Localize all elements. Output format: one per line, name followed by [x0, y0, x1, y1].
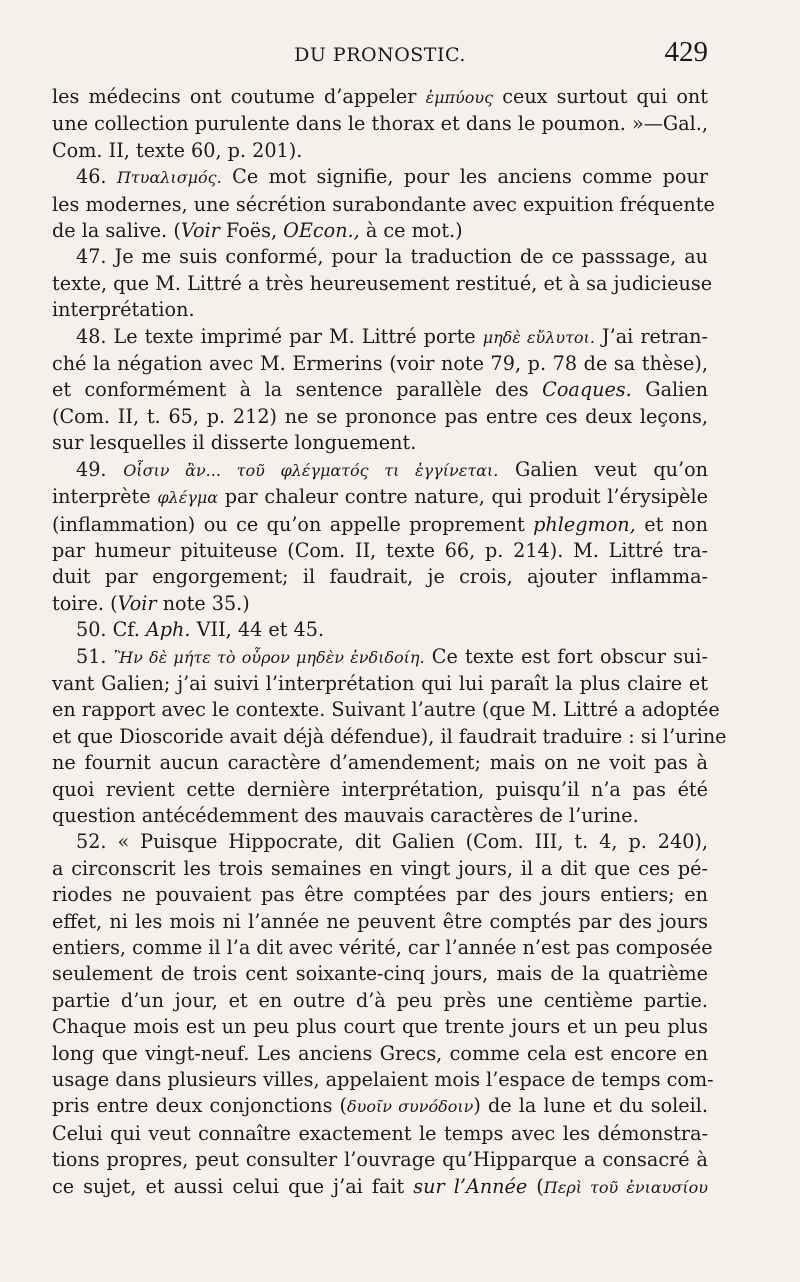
text-segment: toire. (: [52, 591, 118, 615]
text-segment: les modernes, une sécrétion surabondante avec expuition fréquente: [52, 192, 715, 216]
text-segment: partie d’un jour, et en outre d’à peu près une centième partie.: [52, 988, 708, 1012]
text-line: [52, 724, 727, 750]
text-segment: entiers, comme il l’a dit avec vérité, car l’année n’est pas composée: [52, 936, 713, 959]
text-segment: (Com. II, t. 65, p. 212) ne se prononce pas entre ces deux leçons,: [52, 404, 708, 428]
text-segment: sur lesquelles il disserte longuement.: [52, 431, 417, 455]
text-segment: (: [527, 1174, 544, 1198]
text-segment: pris entre deux conjonctions (: [52, 1094, 348, 1118]
text-segment: Galien: [631, 378, 709, 402]
text-segment: Ce mot signifie, pour les anciens comme pour: [221, 165, 708, 189]
italic-text: Coaques.: [542, 378, 632, 402]
text-line: [52, 909, 708, 935]
text-line: [52, 617, 708, 643]
text-line: [52, 1041, 708, 1067]
text-segment: long que vingt-neuf. Les anciens Grecs, comme cela est encore en: [52, 1041, 708, 1065]
text-line: [52, 484, 708, 511]
text-segment: à ce mot.): [359, 219, 463, 243]
text-line: [52, 882, 708, 908]
text-segment: duit par engorgement; il faudrait, je crois, ajouter inflamma-: [52, 565, 708, 589]
italic-text: Voir: [180, 219, 220, 243]
text-segment: de la salive. (: [52, 219, 181, 243]
text-segment: 51.: [76, 644, 114, 668]
text-segment: 49.: [76, 457, 124, 481]
greek-text: ἐμπύους: [425, 88, 494, 107]
text-line: [52, 1067, 714, 1093]
text-line: [52, 988, 708, 1014]
text-segment: Chaque mois est un peu plus court que trente jours et un peu plus: [52, 1015, 708, 1039]
text-segment: quoi revient cette dernière interprétation, puisqu’il n’a pas été: [52, 777, 708, 801]
text-segment: seulement de trois cent soixante-cinq jours, mais de la quatrième: [52, 962, 708, 986]
text-segment: interprète: [52, 485, 158, 509]
text-segment: vant Galien; j’ai suivi l’interprétation qui lui paraît la plus claire et: [52, 671, 708, 695]
text-segment: 50. Cf.: [76, 618, 146, 642]
text-segment: par humeur pituiteuse (Com. II, texte 66, p. 214). M. Littré tra-: [52, 538, 708, 562]
text-segment: Com. II, texte 60, p. 201).: [52, 138, 303, 162]
text-line: [52, 671, 708, 697]
text-line: [52, 935, 713, 961]
text-segment: riodes ne pouvaient pas être comptées par des jours entiers; en: [52, 883, 708, 907]
text-segment: Ce texte est fort obscur sui-: [424, 644, 708, 668]
text-segment: 46.: [76, 165, 117, 189]
italic-text: OEcon.,: [283, 219, 360, 243]
text-line: [52, 750, 708, 776]
text-segment: et conformément à la sentence parallèle des: [52, 378, 543, 402]
text-segment: effet, ni les mois ni l’année ne peuvent être comptés par des jours: [52, 909, 708, 933]
text-segment: Galien veut qu’on: [498, 457, 708, 481]
text-segment: 52. « Puisque Hippocrate, dit Galien (Com. III, t. 4, p. 240),: [76, 830, 708, 854]
text-line: [52, 377, 708, 403]
text-segment: par chaleur contre nature, qui produit l’érysipèle: [218, 485, 708, 509]
text-line: [52, 404, 708, 430]
italic-text: sur l’Année: [413, 1174, 528, 1198]
text-line: [52, 777, 708, 803]
text-line: [52, 538, 708, 564]
body-text: [52, 84, 727, 1201]
text-segment: question antécédemment des mauvais caractères de l’urine.: [52, 803, 639, 827]
text-line: [52, 829, 708, 855]
text-line: [52, 856, 708, 882]
text-segment: les médecins ont coutume d’appeler: [52, 85, 426, 108]
text-line: [52, 297, 708, 323]
text-segment: ) de la lune et du soleil.: [473, 1094, 708, 1118]
greek-text: Οἷσιν ἂν... τοῦ φλέγματός τι ἐγγίνεται.: [123, 460, 499, 480]
text-line: [52, 244, 708, 270]
text-segment: J’ai retran-: [594, 324, 709, 348]
italic-text: Aph.: [145, 618, 191, 642]
text-line: [52, 111, 708, 137]
greek-text: Περὶ τοῦ ἐνιαυσίου: [543, 1177, 708, 1197]
text-line: [52, 1174, 708, 1201]
text-line: [52, 457, 708, 484]
text-line: [52, 564, 708, 590]
running-title: DU PRONOSTIC.: [294, 44, 466, 66]
text-line: [52, 803, 708, 829]
text-line: [52, 192, 715, 218]
greek-text: φλέγμα: [157, 488, 219, 508]
text-line: [52, 591, 708, 617]
text-line: [52, 512, 708, 538]
text-line: [52, 1093, 708, 1120]
text-segment: interprétation.: [52, 298, 195, 322]
text-segment: et non: [635, 512, 708, 536]
text-segment: usage dans plusieurs villes, appelaient mois l’espace de temps com-: [52, 1068, 714, 1092]
text-line: [52, 84, 708, 111]
text-segment: 47. Je me suis conformé, pour la traduction de ce passsage, au: [76, 245, 708, 269]
text-segment: 48. Le texte imprimé par M. Littré porte: [76, 324, 483, 348]
text-segment: Foës,: [219, 219, 284, 243]
running-head: [52, 36, 708, 76]
text-segment: texte, que M. Littré a très heureusement restitué, et à sa judicieuse: [52, 271, 713, 295]
text-line: [52, 164, 708, 191]
text-segment: note 35.): [156, 591, 250, 615]
greek-text: Πτυαλισμός.: [116, 168, 222, 188]
text-segment: ceux surtout qui ont: [493, 85, 708, 108]
text-segment: (inflammation) ou ce qu’on appelle proprement: [52, 512, 534, 536]
greek-text: Ἢν δὲ μήτε τὸ οὖρον μηδὲν ἐνδιδοίη.: [113, 647, 425, 667]
greek-text: μηδὲ εὔλυτοι.: [482, 327, 595, 347]
text-segment: ché la négation avec M. Ermerins (voir note 79, p. 78 de sa thèse),: [52, 352, 708, 376]
text-segment: en rapport avec le contexte. Suivant l’autre (que M. Littré a adoptée: [52, 698, 720, 722]
italic-text: phlegmon,: [533, 512, 636, 536]
text-line: [52, 644, 708, 671]
text-segment: VII, 44 et 45.: [190, 618, 325, 642]
text-line: [52, 697, 720, 723]
text-segment: ne fournit aucun caractère d’amendement; mais on ne voit pas à: [52, 751, 708, 775]
text-line: [52, 1014, 708, 1040]
italic-text: Voir: [117, 591, 157, 615]
text-line: [52, 1147, 708, 1173]
text-line: [52, 324, 708, 351]
text-segment: a circonscrit les trois semaines en vingt jours, il a dit que ces pé-: [52, 856, 708, 880]
greek-text: δυοῖν συνόδοιν: [347, 1097, 474, 1117]
text-segment: tions propres, peut consulter l’ouvrage qu’Hipparque a consacré à: [52, 1148, 708, 1172]
text-line: [52, 961, 708, 987]
text-segment: une collection purulente dans le thorax et dans le poumon. »—Gal.,: [52, 112, 708, 136]
text-line: [52, 351, 708, 377]
text-line: [52, 218, 708, 244]
text-segment: ce sujet, et aussi celui que j’ai fait: [52, 1174, 414, 1198]
text-line: [52, 138, 708, 164]
text-line: [52, 271, 713, 297]
text-segment: Celui qui veut connaître exactement le temps avec les démonstra-: [52, 1121, 708, 1145]
page-number: 429: [664, 36, 708, 68]
text-line: [52, 430, 708, 456]
text-segment: et que Dioscoride avait déjà défendue), il faudrait traduire : si l’urine: [52, 724, 727, 748]
text-line: [52, 1121, 708, 1147]
